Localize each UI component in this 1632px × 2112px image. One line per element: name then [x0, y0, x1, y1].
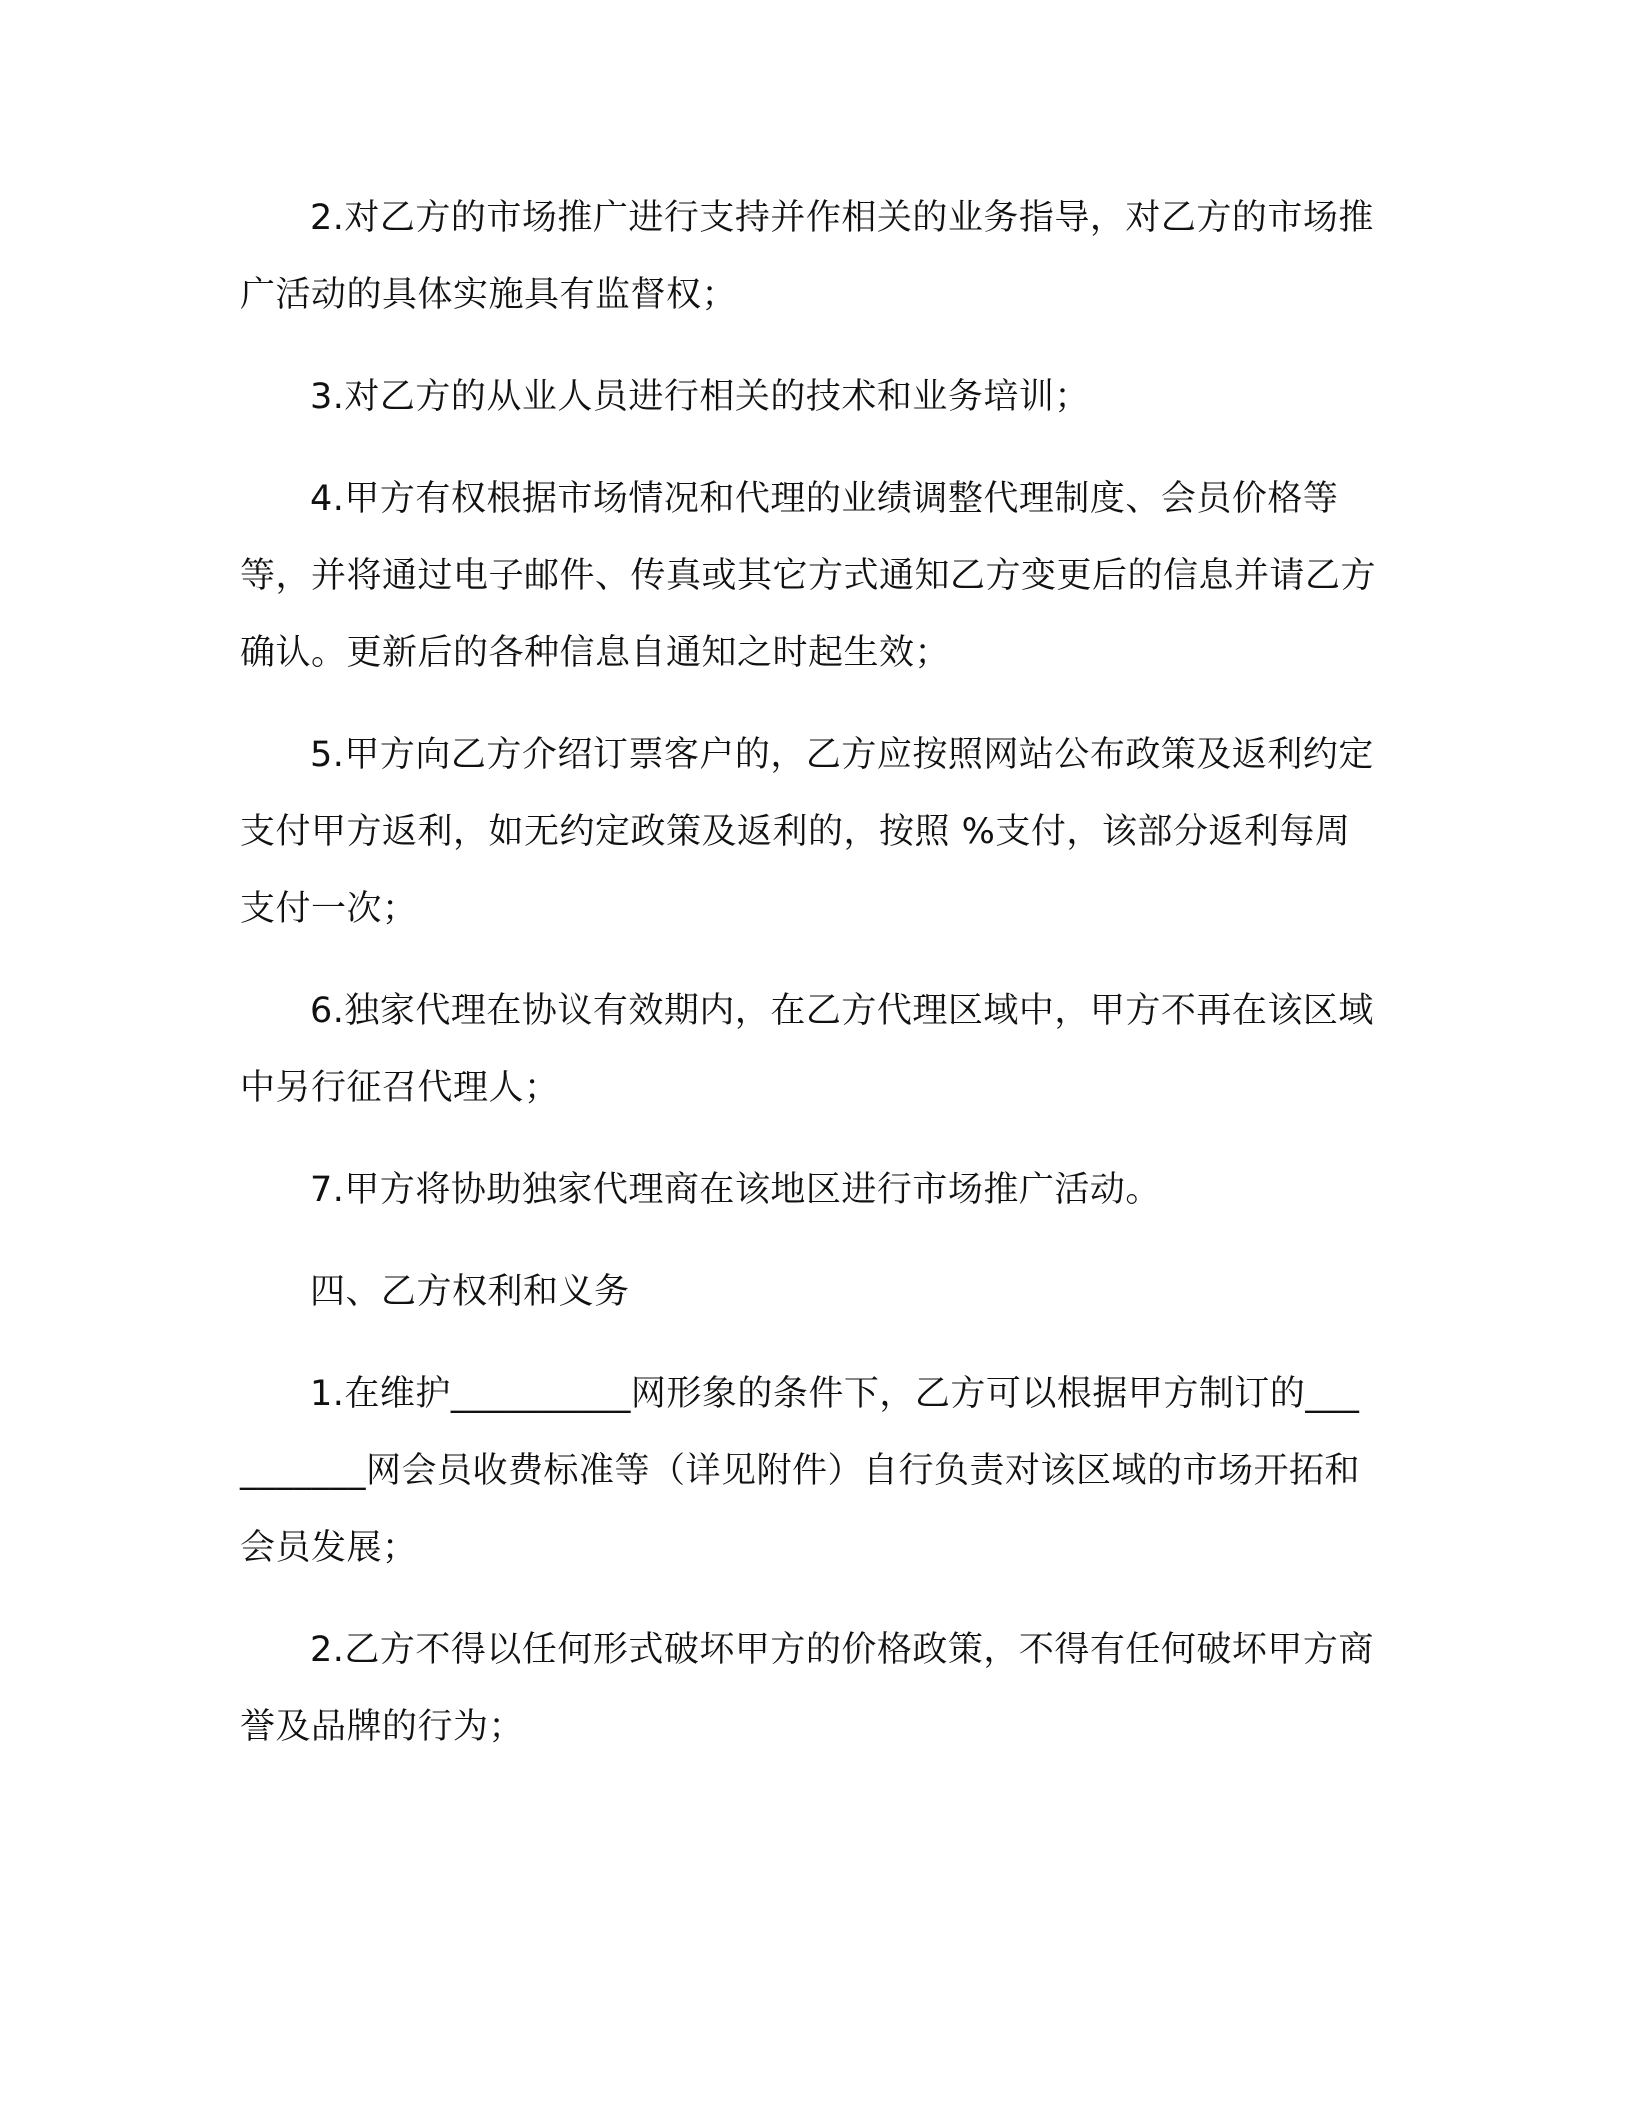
clause-6-exclusive-agency: 6.独家代理在协议有效期内，在乙方代理区域中，甲方不再在该区域中另行征召代理人；	[240, 991, 1374, 1108]
clause-5-rebate: 5.甲方向乙方介绍订票客户的，乙方应按照网站公布政策及返利约定支付甲方返利，如无约定政策及返利的，按照 %支付，该部分返利每周支付一次；	[240, 735, 1374, 929]
clause-4-policy-adjustment: 4.甲方有权根据市场情况和代理的业绩调整代理制度、会员价格等等，并将通过电子邮件、传真或其它方式通知乙方变更后的信息并请乙方确认。更新后的各种信息自通知之时起生效；	[240, 479, 1377, 673]
clause-2-price-policy: 2.乙方不得以任何形式破坏甲方的价格政策，不得有任何破坏甲方商誉及品牌的行为；	[240, 1630, 1374, 1747]
clause-1-market-development: 1.在维护__________网形象的条件下，乙方可以根据甲方制订的__________网会员收费标准等（详见附件）自行负责对该区域的市场开拓和会员发展；	[240, 1374, 1361, 1568]
clause-2-market-support: 2.对乙方的市场推广进行支持并作相关的业务指导，对乙方的市场推广活动的具体实施具有监督权；	[240, 198, 1374, 315]
clause-3-training: 3.对乙方的从业人员进行相关的技术和业务培训；	[310, 377, 1090, 417]
document-body	[240, 180, 1376, 1791]
clause-7-promotion-assistance: 7.甲方将协助独家代理商在该地区进行市场推广活动。	[310, 1170, 1161, 1210]
section-heading-party-b-rights: 四、乙方权利和义务	[310, 1272, 630, 1312]
